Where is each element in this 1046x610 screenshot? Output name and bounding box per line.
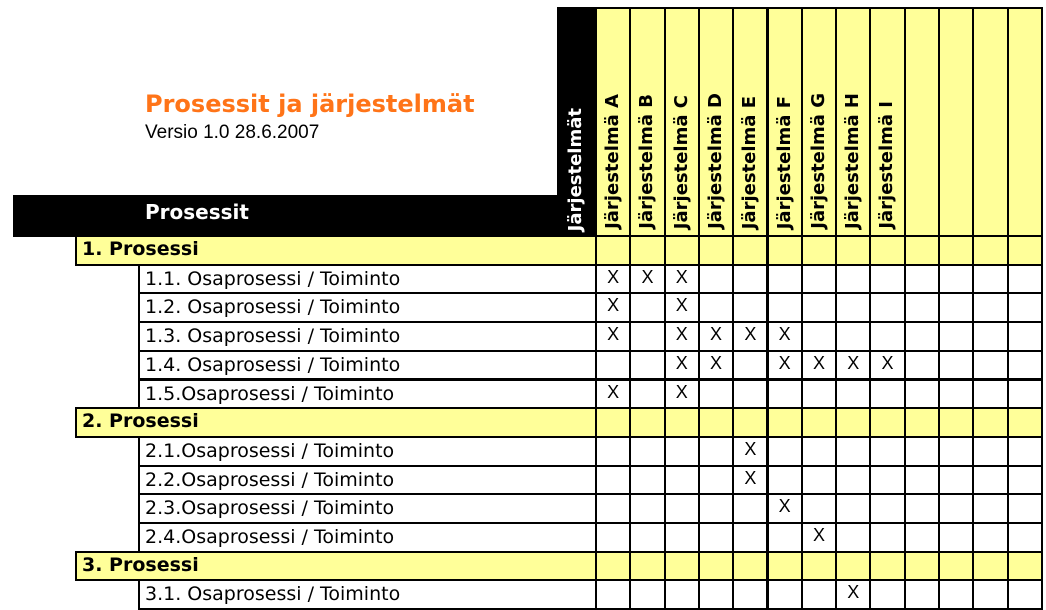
matrix-cell xyxy=(938,551,974,582)
matrix-cell xyxy=(595,436,631,467)
subprocess-label: 2.2.Osaprosessi / Toiminto xyxy=(138,465,597,496)
matrix-cell xyxy=(869,465,905,496)
matrix-cell-marked: X xyxy=(801,350,837,381)
matrix-cell-marked: X xyxy=(732,465,768,496)
matrix-cell-marked: X xyxy=(698,321,734,352)
matrix-cell xyxy=(732,551,768,582)
document-version: Versio 1.0 28.6.2007 xyxy=(145,122,320,143)
matrix-cell xyxy=(698,551,734,582)
matrix-cell-marked: X xyxy=(801,522,837,553)
matrix-cell xyxy=(767,579,803,610)
matrix-cell xyxy=(732,493,768,524)
matrix-cell xyxy=(767,235,803,266)
matrix-cell-marked: X xyxy=(595,264,631,295)
column-header-11 xyxy=(938,7,974,237)
matrix-cell xyxy=(904,579,940,610)
matrix-cell xyxy=(767,264,803,295)
matrix-cell xyxy=(664,465,700,496)
matrix-cell xyxy=(835,436,871,467)
matrix-cell xyxy=(801,436,837,467)
matrix-cell xyxy=(869,292,905,323)
matrix-cell-marked: X xyxy=(595,321,631,352)
column-header-label: Järjestelmä B xyxy=(636,94,658,229)
matrix-cell xyxy=(732,264,768,295)
systems-header-label: Järjestelmät xyxy=(565,107,586,231)
matrix-cell-marked: X xyxy=(732,436,768,467)
matrix-cell xyxy=(904,292,940,323)
matrix-cell xyxy=(938,292,974,323)
matrix-cell xyxy=(801,493,837,524)
matrix-cell xyxy=(732,407,768,438)
matrix-cell-marked: X xyxy=(664,379,700,410)
process-category: 2. Prosessi xyxy=(75,407,597,438)
matrix-cell xyxy=(1007,522,1043,553)
matrix-cell xyxy=(1007,579,1043,610)
matrix-cell xyxy=(698,379,734,410)
matrix-cell xyxy=(938,465,974,496)
matrix-cell xyxy=(595,350,631,381)
matrix-cell xyxy=(869,436,905,467)
subprocess-label: 2.3.Osaprosessi / Toiminto xyxy=(138,493,597,524)
subprocess-label: 2.1.Osaprosessi / Toiminto xyxy=(138,436,597,467)
matrix-cell-marked: X xyxy=(664,264,700,295)
matrix-cell xyxy=(629,379,665,410)
matrix-cell xyxy=(938,579,974,610)
matrix-cell xyxy=(938,321,974,352)
matrix-cell xyxy=(904,493,940,524)
matrix-cell xyxy=(629,292,665,323)
matrix-cell xyxy=(904,407,940,438)
matrix-cell xyxy=(698,407,734,438)
matrix-cell xyxy=(629,436,665,467)
column-header-label: Järjestelmä D xyxy=(704,93,726,229)
matrix-cell xyxy=(1007,436,1043,467)
column-header-8 xyxy=(835,7,871,237)
matrix-cell xyxy=(1007,292,1043,323)
matrix-cell xyxy=(664,551,700,582)
matrix-cell xyxy=(767,551,803,582)
subprocess-label: 1.3. Osaprosessi / Toiminto xyxy=(138,321,597,352)
subprocess-label: 3.1. Osaprosessi / Toiminto xyxy=(138,579,597,610)
matrix-cell xyxy=(629,407,665,438)
process-category: 1. Prosessi xyxy=(75,235,597,266)
matrix-cell xyxy=(835,235,871,266)
matrix-cell-marked: X xyxy=(767,493,803,524)
subprocess-label: 1.5.Osaprosessi / Toiminto xyxy=(138,379,597,410)
matrix-cell xyxy=(972,407,1008,438)
matrix-cell xyxy=(869,522,905,553)
matrix-cell xyxy=(801,579,837,610)
matrix-cell xyxy=(972,379,1008,410)
matrix-cell xyxy=(595,579,631,610)
matrix-cell xyxy=(835,493,871,524)
processes-header-bar xyxy=(13,195,595,237)
matrix-cell xyxy=(972,579,1008,610)
matrix-cell xyxy=(698,465,734,496)
matrix-cell xyxy=(801,292,837,323)
matrix-cell xyxy=(698,235,734,266)
matrix-cell xyxy=(938,350,974,381)
matrix-cell xyxy=(938,407,974,438)
matrix-cell xyxy=(1007,379,1043,410)
matrix-cell xyxy=(835,379,871,410)
column-header-10 xyxy=(904,7,940,237)
matrix-cell xyxy=(904,264,940,295)
matrix-cell xyxy=(1007,321,1043,352)
matrix-cell xyxy=(595,493,631,524)
matrix-cell xyxy=(732,292,768,323)
matrix-cell xyxy=(835,264,871,295)
matrix-cell xyxy=(938,235,974,266)
matrix-cell xyxy=(801,407,837,438)
column-header-4 xyxy=(698,7,734,237)
matrix-cell xyxy=(938,522,974,553)
matrix-cell xyxy=(595,551,631,582)
matrix-cell xyxy=(767,292,803,323)
matrix-cell xyxy=(904,551,940,582)
matrix-cell xyxy=(938,379,974,410)
matrix-cell xyxy=(1007,235,1043,266)
matrix-cell xyxy=(698,493,734,524)
matrix-cell-marked: X xyxy=(767,321,803,352)
matrix-cell xyxy=(972,264,1008,295)
matrix-cell xyxy=(904,321,940,352)
matrix-cell xyxy=(767,379,803,410)
matrix-cell xyxy=(869,493,905,524)
matrix-cell xyxy=(938,264,974,295)
matrix-cell xyxy=(767,407,803,438)
matrix-cell xyxy=(801,379,837,410)
column-header-12 xyxy=(972,7,1008,237)
column-header-label: Järjestelmä A xyxy=(602,94,623,229)
subprocess-label: 1.4. Osaprosessi / Toiminto xyxy=(138,350,597,381)
matrix-cell-marked: X xyxy=(664,292,700,323)
subprocess-label: 1.2. Osaprosessi / Toiminto xyxy=(138,292,597,323)
matrix-cell xyxy=(869,551,905,582)
column-header-label: Järjestelmä I xyxy=(876,101,898,229)
matrix-cell-marked: X xyxy=(732,321,768,352)
matrix-cell xyxy=(1007,264,1043,295)
subprocess-label: 1.1. Osaprosessi / Toiminto xyxy=(138,264,597,295)
matrix-cell xyxy=(938,493,974,524)
matrix-cell-marked: X xyxy=(835,579,871,610)
column-header-6 xyxy=(767,7,803,237)
matrix-cell xyxy=(972,321,1008,352)
matrix-cell xyxy=(595,407,631,438)
matrix-cell xyxy=(869,235,905,266)
matrix-cell xyxy=(629,321,665,352)
matrix-cell xyxy=(972,493,1008,524)
column-header-5 xyxy=(732,7,768,237)
matrix-cell xyxy=(972,436,1008,467)
matrix-cell xyxy=(664,407,700,438)
matrix-cell xyxy=(869,579,905,610)
matrix-cell xyxy=(938,436,974,467)
matrix-cell xyxy=(1007,350,1043,381)
matrix-cell xyxy=(732,379,768,410)
matrix-cell xyxy=(835,465,871,496)
matrix-cell xyxy=(835,407,871,438)
matrix-cell xyxy=(972,350,1008,381)
matrix-cell xyxy=(664,235,700,266)
column-header-label: Järjestelmä C xyxy=(670,94,692,229)
matrix-cell xyxy=(904,379,940,410)
matrix-cell-marked: X xyxy=(835,350,871,381)
matrix-cell-marked: X xyxy=(767,350,803,381)
matrix-cell xyxy=(801,264,837,295)
matrix-cell xyxy=(732,579,768,610)
matrix-cell-marked: X xyxy=(698,350,734,381)
matrix-cell xyxy=(595,235,631,266)
systems-header xyxy=(557,7,595,237)
matrix-cell xyxy=(698,522,734,553)
matrix-cell xyxy=(972,235,1008,266)
matrix-cell xyxy=(904,465,940,496)
column-header-label: Järjestelmä G xyxy=(807,93,829,229)
matrix-cell xyxy=(629,551,665,582)
process-category: 3. Prosessi xyxy=(75,551,597,582)
matrix-cell xyxy=(698,579,734,610)
matrix-cell-marked: X xyxy=(595,292,631,323)
matrix-cell xyxy=(801,321,837,352)
matrix-cell xyxy=(1007,407,1043,438)
matrix-cell-marked: X xyxy=(629,264,665,295)
matrix-cell xyxy=(732,235,768,266)
matrix-cell xyxy=(1007,493,1043,524)
matrix-cell xyxy=(595,465,631,496)
matrix-cell xyxy=(732,522,768,553)
document-title: Prosessit ja järjestelmät xyxy=(145,90,475,118)
matrix-cell xyxy=(904,522,940,553)
matrix-cell xyxy=(869,407,905,438)
matrix-cell xyxy=(664,522,700,553)
matrix-cell xyxy=(767,465,803,496)
matrix-cell xyxy=(869,321,905,352)
matrix-cell xyxy=(664,579,700,610)
matrix-cell xyxy=(629,522,665,553)
matrix-cell xyxy=(835,551,871,582)
matrix-cell xyxy=(801,551,837,582)
matrix-cell xyxy=(904,436,940,467)
matrix-cell xyxy=(835,522,871,553)
column-header-2 xyxy=(629,7,665,237)
matrix-cell-marked: X xyxy=(664,321,700,352)
column-header-label: Järjestelmä H xyxy=(842,92,864,229)
column-header-13 xyxy=(1007,7,1043,237)
matrix-cell xyxy=(972,522,1008,553)
matrix-cell xyxy=(629,350,665,381)
matrix-cell-marked: X xyxy=(595,379,631,410)
matrix-cell xyxy=(904,350,940,381)
column-header-3 xyxy=(664,7,700,237)
matrix-cell xyxy=(972,292,1008,323)
matrix-cell xyxy=(972,465,1008,496)
matrix-cell xyxy=(767,436,803,467)
matrix-cell xyxy=(767,522,803,553)
matrix-cell xyxy=(904,235,940,266)
matrix-cell xyxy=(869,264,905,295)
matrix-cell xyxy=(835,292,871,323)
matrix-cell-marked: X xyxy=(869,350,905,381)
matrix-cell xyxy=(869,379,905,410)
column-header-9 xyxy=(869,7,905,237)
matrix-cell xyxy=(801,465,837,496)
matrix-cell xyxy=(801,235,837,266)
column-header-label: Järjestelmä F xyxy=(773,95,795,229)
matrix-cell xyxy=(698,436,734,467)
matrix-cell xyxy=(629,579,665,610)
matrix-cell xyxy=(664,436,700,467)
matrix-cell xyxy=(972,551,1008,582)
matrix-cell xyxy=(664,493,700,524)
matrix-cell xyxy=(629,235,665,266)
column-header-7 xyxy=(801,7,837,237)
matrix-cell xyxy=(732,350,768,381)
matrix-cell xyxy=(835,321,871,352)
matrix-cell xyxy=(629,465,665,496)
matrix-cell xyxy=(629,493,665,524)
matrix-cell xyxy=(698,264,734,295)
matrix-cell-marked: X xyxy=(664,350,700,381)
subprocess-label: 2.4.Osaprosessi / Toiminto xyxy=(138,522,597,553)
matrix-cell xyxy=(595,522,631,553)
column-header-label: Järjestelmä E xyxy=(739,95,761,229)
column-header-1 xyxy=(595,7,631,237)
matrix-cell xyxy=(1007,465,1043,496)
matrix-cell xyxy=(1007,551,1043,582)
processes-header: Prosessit xyxy=(145,200,249,224)
matrix-cell xyxy=(698,292,734,323)
